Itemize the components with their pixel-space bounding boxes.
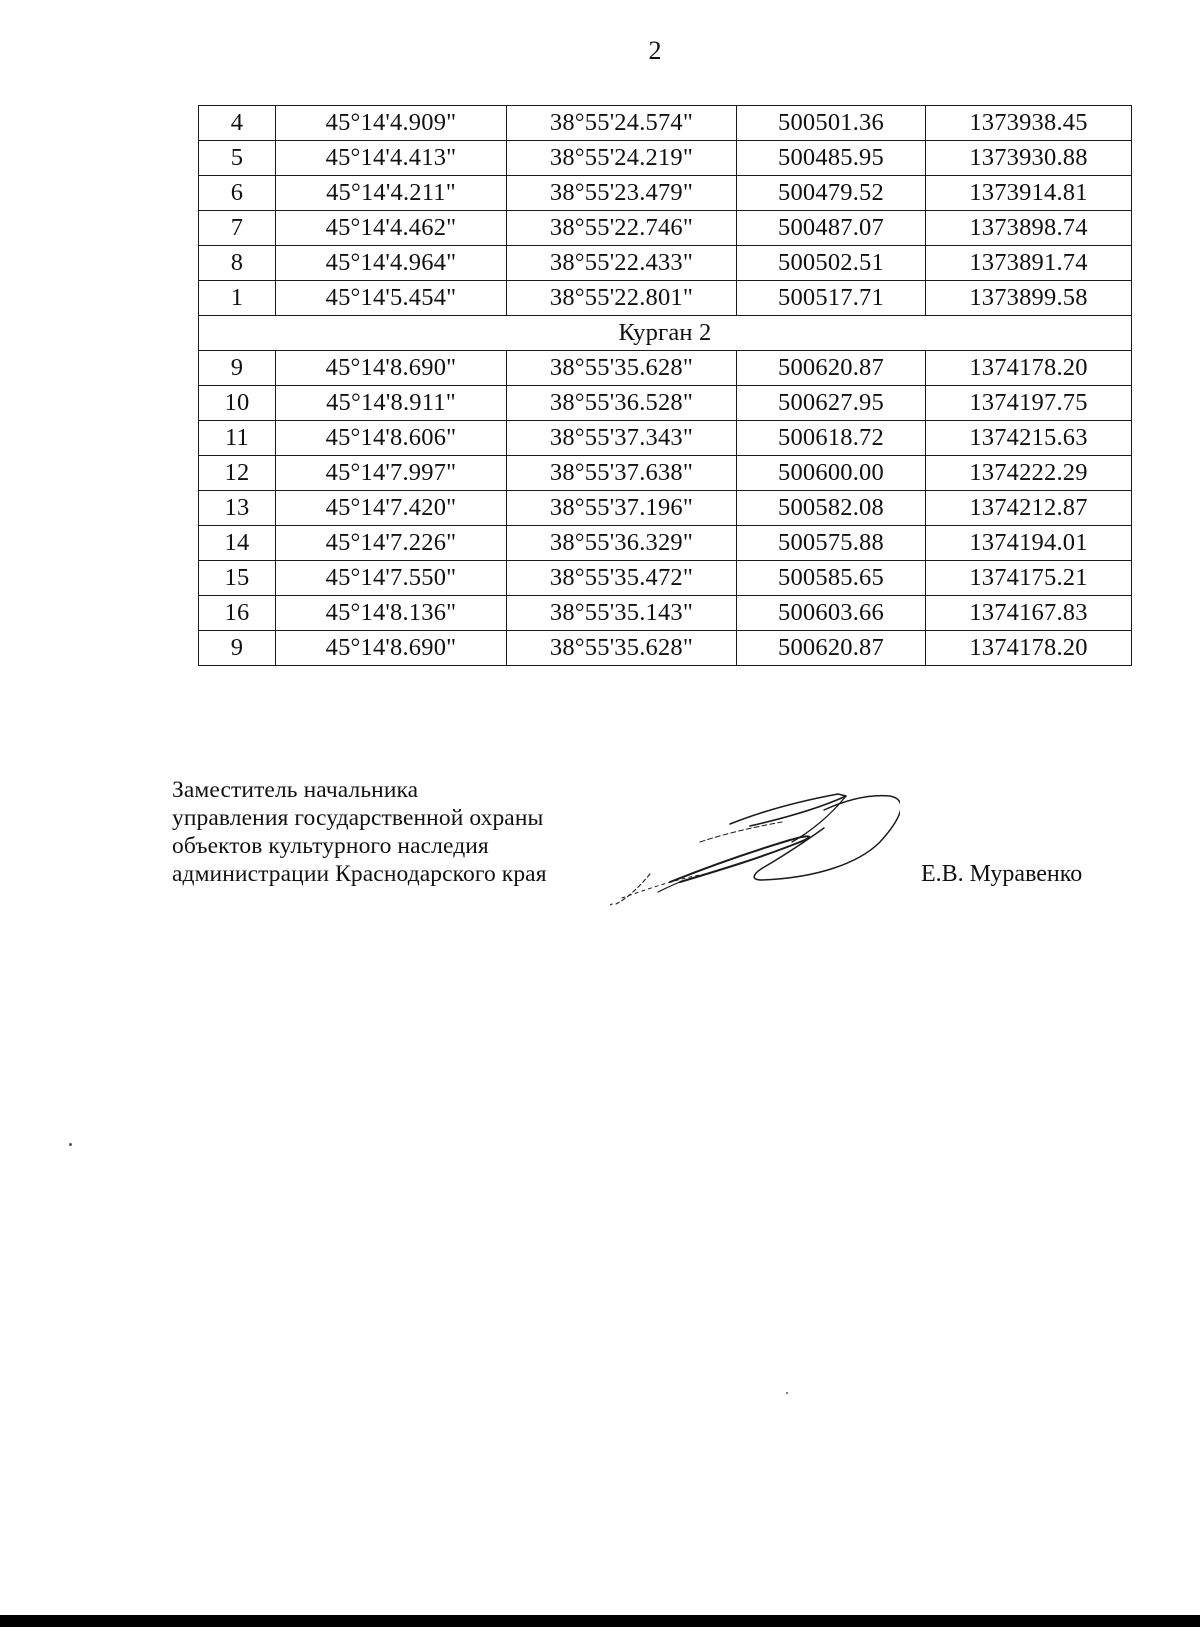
cell-lat: 45°14'4.964" bbox=[276, 246, 507, 281]
cell-n: 15 bbox=[199, 561, 276, 596]
table-row bbox=[199, 491, 1132, 526]
signer-position-line: управления государственной охраны bbox=[172, 805, 544, 831]
cell-n: 16 bbox=[199, 596, 276, 631]
cell-x: 500502.51 bbox=[737, 246, 926, 281]
signer-name: Е.В. Муравенко bbox=[921, 861, 1083, 887]
cell-lon: 38°55'24.574" bbox=[507, 106, 737, 141]
cell-y: 1373930.88 bbox=[926, 141, 1132, 176]
cell-y: 1374194.01 bbox=[926, 526, 1132, 561]
cell-y: 1374222.29 bbox=[926, 456, 1132, 491]
table-row bbox=[199, 281, 1132, 316]
table-row bbox=[199, 456, 1132, 491]
cell-x: 500627.95 bbox=[737, 386, 926, 421]
scan-bottom-edge bbox=[0, 1615, 1200, 1627]
cell-n: 13 bbox=[199, 491, 276, 526]
cell-lat: 45°14'4.909" bbox=[276, 106, 507, 141]
cell-lon: 38°55'36.329" bbox=[507, 526, 737, 561]
cell-x: 500479.52 bbox=[737, 176, 926, 211]
cell-lat: 45°14'5.454" bbox=[276, 281, 507, 316]
table-row bbox=[199, 526, 1132, 561]
cell-x: 500603.66 bbox=[737, 596, 926, 631]
cell-n: 10 bbox=[199, 386, 276, 421]
cell-n: 6 bbox=[199, 176, 276, 211]
cell-lon: 38°55'22.746" bbox=[507, 211, 737, 246]
table-row bbox=[199, 211, 1132, 246]
signer-position-line: администрации Краснодарского края bbox=[172, 861, 547, 887]
cell-x: 500600.00 bbox=[737, 456, 926, 491]
cell-y: 1374178.20 bbox=[926, 351, 1132, 386]
signer-position-line: Заместитель начальника bbox=[172, 777, 419, 803]
cell-y: 1374212.87 bbox=[926, 491, 1132, 526]
cell-n: 9 bbox=[199, 631, 276, 666]
table-row bbox=[199, 421, 1132, 456]
table-row bbox=[199, 141, 1132, 176]
table-row bbox=[199, 561, 1132, 596]
cell-x: 500517.71 bbox=[737, 281, 926, 316]
cell-lon: 38°55'22.433" bbox=[507, 246, 737, 281]
cell-y: 1373891.74 bbox=[926, 246, 1132, 281]
cell-n: 7 bbox=[199, 211, 276, 246]
cell-x: 500575.88 bbox=[737, 526, 926, 561]
cell-lat: 45°14'8.690" bbox=[276, 631, 507, 666]
signer-position bbox=[172, 776, 547, 888]
cell-n: 5 bbox=[199, 141, 276, 176]
cell-n: 14 bbox=[199, 526, 276, 561]
cell-lon: 38°55'37.343" bbox=[507, 421, 737, 456]
cell-y: 1374215.63 bbox=[926, 421, 1132, 456]
cell-n: 4 bbox=[199, 106, 276, 141]
handwritten-signature bbox=[610, 786, 900, 936]
scan-speck bbox=[69, 1143, 72, 1146]
cell-n: 12 bbox=[199, 456, 276, 491]
cell-y: 1373898.74 bbox=[926, 211, 1132, 246]
cell-x: 500620.87 bbox=[737, 351, 926, 386]
cell-x: 500585.65 bbox=[737, 561, 926, 596]
section-header-row bbox=[199, 316, 1132, 351]
cell-lon: 38°55'35.628" bbox=[507, 351, 737, 386]
table-row bbox=[199, 351, 1132, 386]
cell-x: 500487.07 bbox=[737, 211, 926, 246]
cell-x: 500501.36 bbox=[737, 106, 926, 141]
cell-lat: 45°14'7.997" bbox=[276, 456, 507, 491]
cell-lon: 38°55'22.801" bbox=[507, 281, 737, 316]
coordinates-table-body bbox=[199, 106, 1132, 666]
cell-x: 500485.95 bbox=[737, 141, 926, 176]
cell-n: 9 bbox=[199, 351, 276, 386]
cell-x: 500618.72 bbox=[737, 421, 926, 456]
table-row bbox=[199, 631, 1132, 666]
cell-lat: 45°14'8.690" bbox=[276, 351, 507, 386]
cell-lat: 45°14'7.226" bbox=[276, 526, 507, 561]
cell-lat: 45°14'7.550" bbox=[276, 561, 507, 596]
cell-y: 1374178.20 bbox=[926, 631, 1132, 666]
cell-y: 1374175.21 bbox=[926, 561, 1132, 596]
table-row bbox=[199, 106, 1132, 141]
cell-y: 1373914.81 bbox=[926, 176, 1132, 211]
cell-lon: 38°55'35.472" bbox=[507, 561, 737, 596]
cell-lat: 45°14'4.211" bbox=[276, 176, 507, 211]
cell-lon: 38°55'37.196" bbox=[507, 491, 737, 526]
cell-n: 8 bbox=[199, 246, 276, 281]
cell-n: 11 bbox=[199, 421, 276, 456]
cell-lat: 45°14'4.462" bbox=[276, 211, 507, 246]
page-number: 2 bbox=[648, 36, 662, 65]
cell-lat: 45°14'8.911" bbox=[276, 386, 507, 421]
cell-x: 500582.08 bbox=[737, 491, 926, 526]
table-row bbox=[199, 176, 1132, 211]
cell-lat: 45°14'7.420" bbox=[276, 491, 507, 526]
table-row bbox=[199, 246, 1132, 281]
section-title: Курган 2 bbox=[199, 316, 1132, 351]
table-row bbox=[199, 386, 1132, 421]
cell-lon: 38°55'35.628" bbox=[507, 631, 737, 666]
cell-y: 1373938.45 bbox=[926, 106, 1132, 141]
cell-lon: 38°55'37.638" bbox=[507, 456, 737, 491]
cell-lat: 45°14'4.413" bbox=[276, 141, 507, 176]
scan-speck bbox=[786, 1392, 788, 1394]
cell-lat: 45°14'8.136" bbox=[276, 596, 507, 631]
cell-lon: 38°55'36.528" bbox=[507, 386, 737, 421]
cell-lon: 38°55'23.479" bbox=[507, 176, 737, 211]
signer-position-line: объектов культурного наследия bbox=[172, 833, 489, 859]
table-row bbox=[199, 596, 1132, 631]
cell-n: 1 bbox=[199, 281, 276, 316]
cell-lon: 38°55'35.143" bbox=[507, 596, 737, 631]
cell-lon: 38°55'24.219" bbox=[507, 141, 737, 176]
cell-y: 1374197.75 bbox=[926, 386, 1132, 421]
coordinates-table bbox=[198, 105, 1132, 666]
cell-y: 1374167.83 bbox=[926, 596, 1132, 631]
cell-y: 1373899.58 bbox=[926, 281, 1132, 316]
cell-lat: 45°14'8.606" bbox=[276, 421, 507, 456]
cell-x: 500620.87 bbox=[737, 631, 926, 666]
